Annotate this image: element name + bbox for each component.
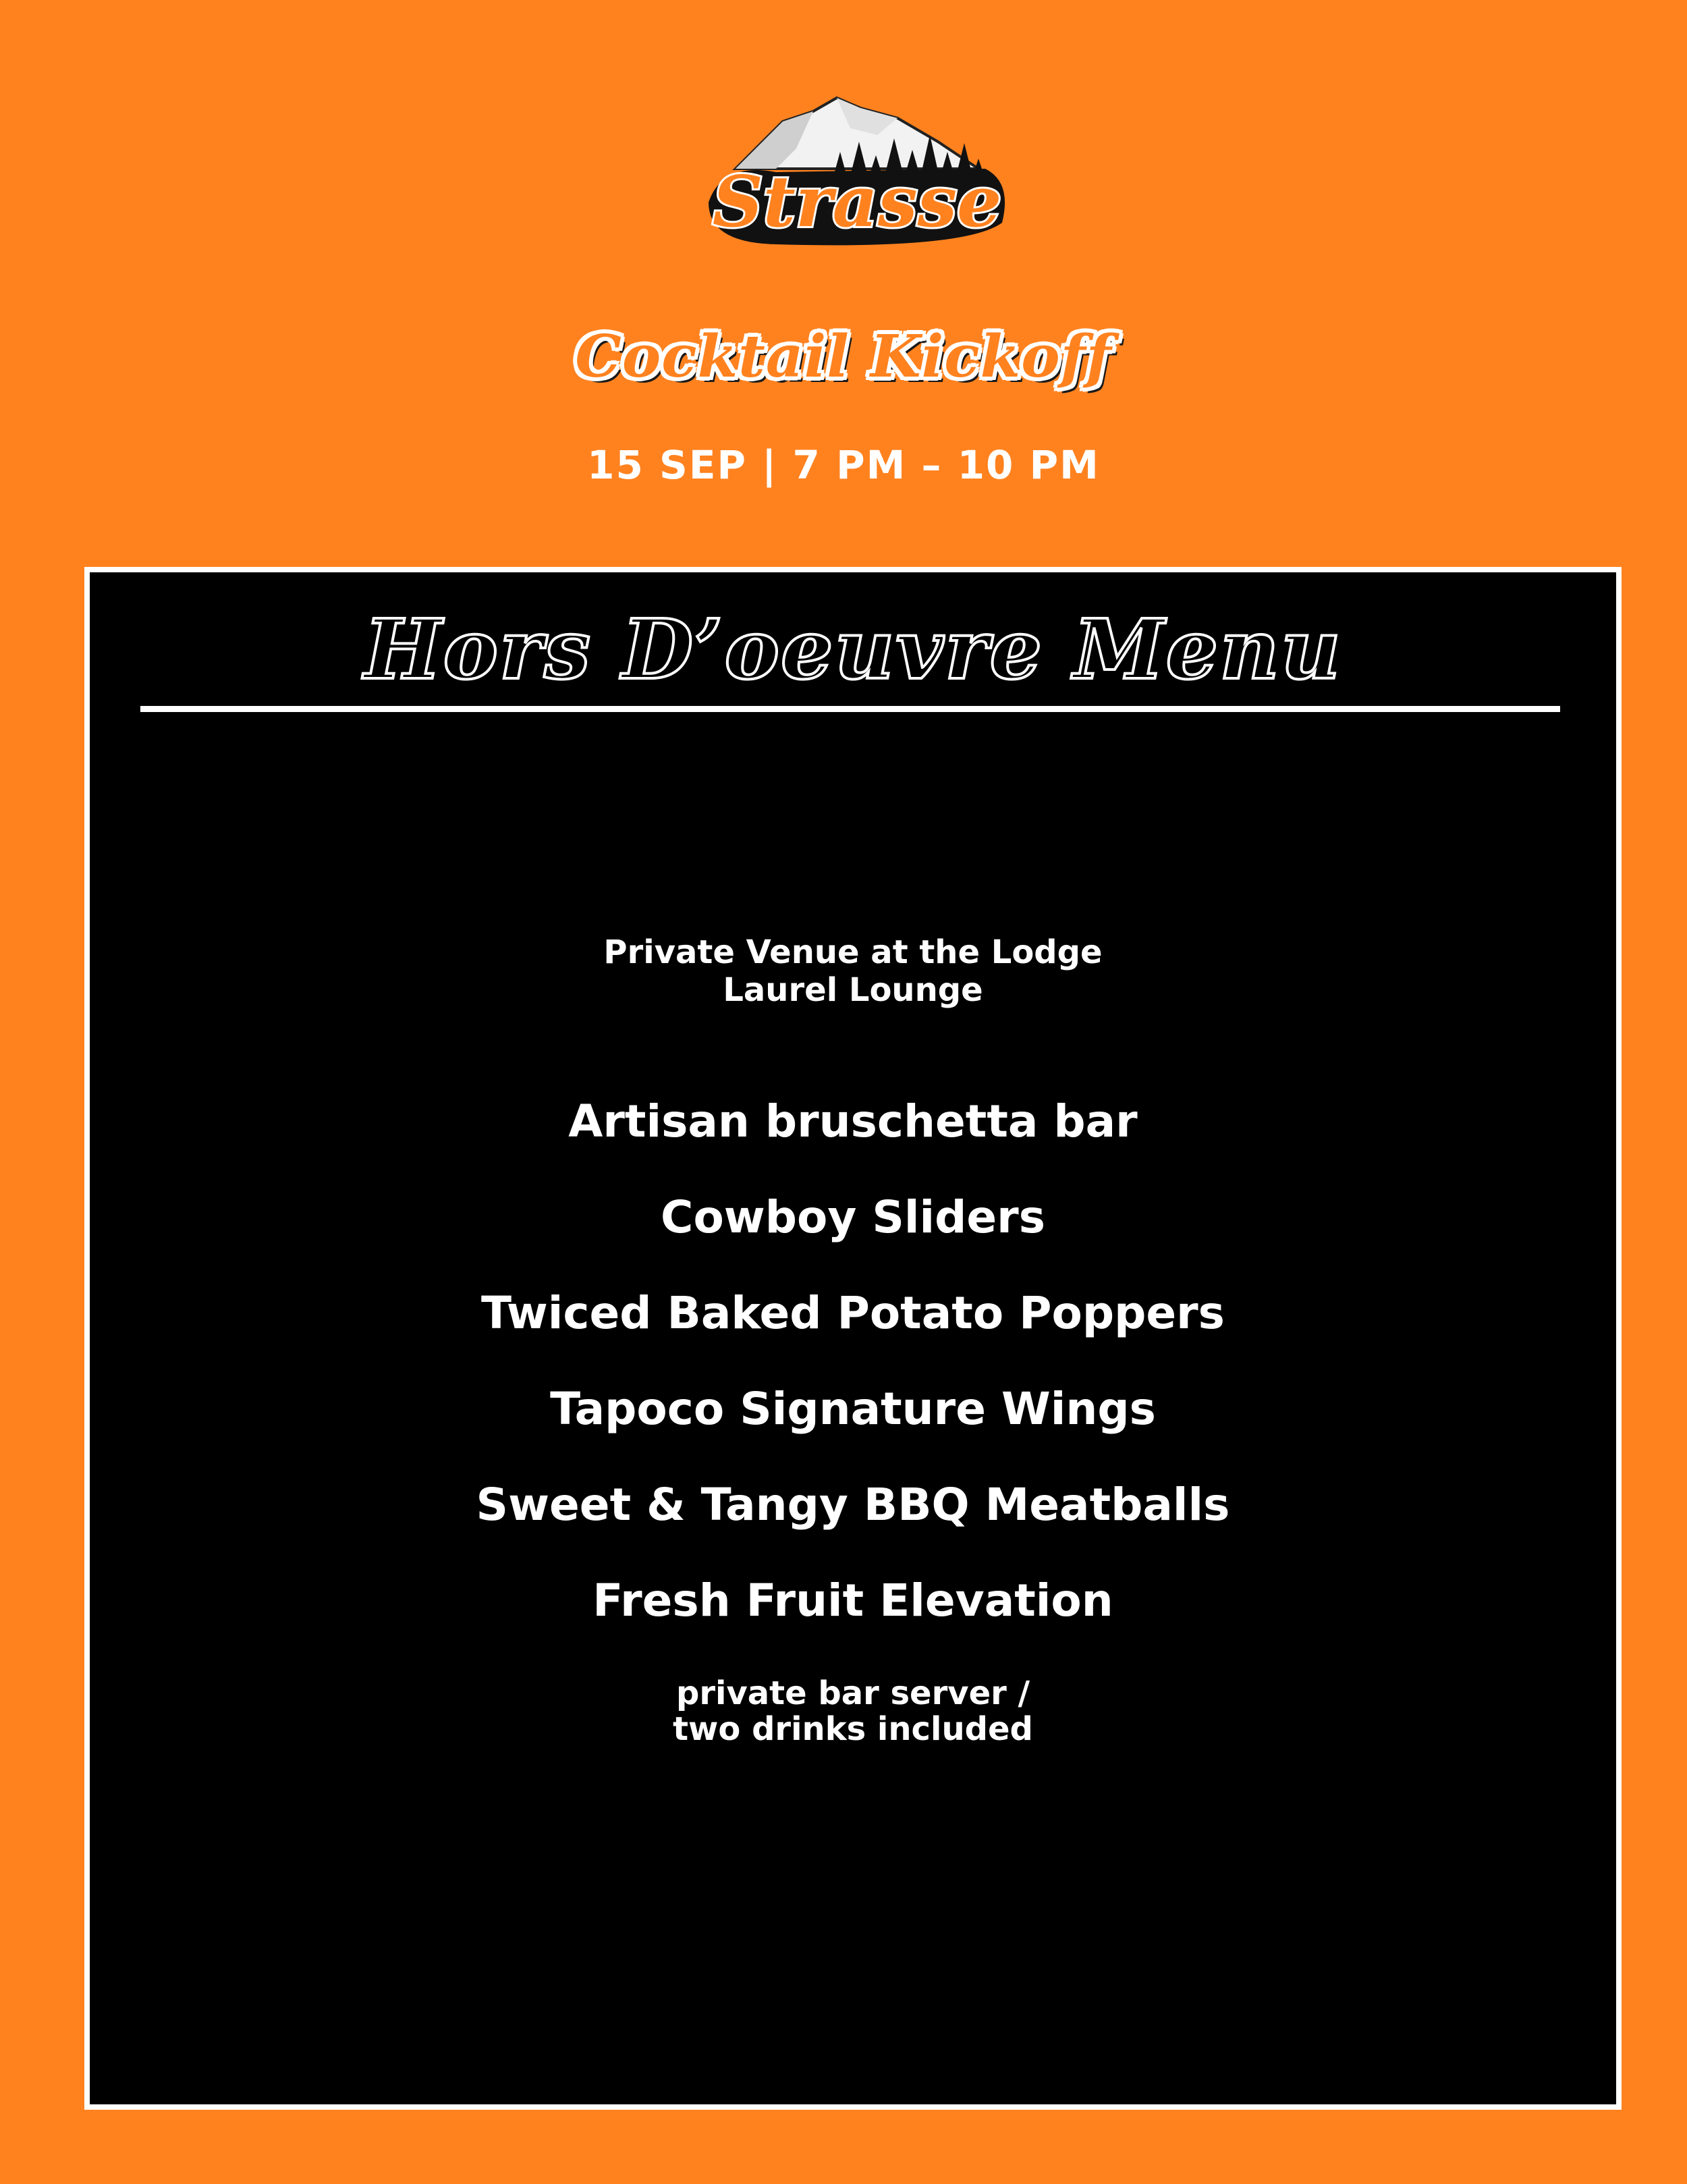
event-title: Cocktail Kickoff <box>575 323 1112 391</box>
venue-line: Private Venue at the Lodge <box>603 933 1103 971</box>
divider <box>140 706 1560 712</box>
venue-line: Laurel Lounge <box>723 971 983 1009</box>
menu-item: Cowboy Sliders <box>661 1191 1045 1243</box>
venue-info <box>90 933 1616 1009</box>
note-line: two drinks included <box>673 1710 1033 1748</box>
menu-heading: Hors D’oeuvre Menu <box>364 601 1342 698</box>
menu-item: Twiced Baked Potato Poppers <box>481 1287 1225 1339</box>
note-line: private bar server / <box>675 1674 1030 1712</box>
strasse-logo <box>695 88 1019 256</box>
mountain-trees-icon <box>695 88 1019 256</box>
menu-item: Artisan bruschetta bar <box>568 1095 1138 1147</box>
menu-item: Tapoco Signature Wings <box>550 1383 1156 1435</box>
logo-wordmark: Strasse <box>712 160 1002 243</box>
menu-item: Sweet & Tangy BBQ Meatballs <box>476 1479 1230 1531</box>
event-date-time: 15 SEP | 7 PM – 10 PM <box>587 442 1100 488</box>
bar-note <box>90 1676 1616 1747</box>
menu-panel <box>84 567 1622 2110</box>
menu-item: Fresh Fruit Elevation <box>592 1575 1113 1627</box>
menu-items-list <box>90 1097 1616 1672</box>
